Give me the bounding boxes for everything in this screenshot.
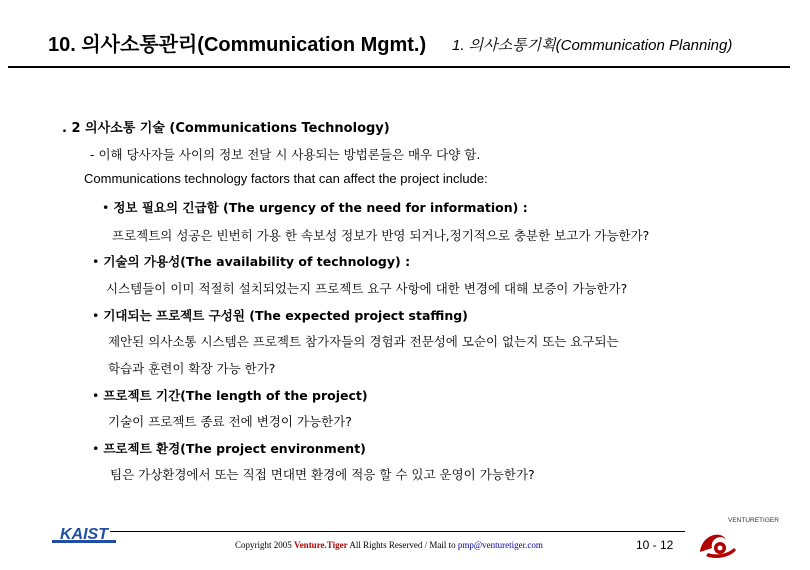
- item-label: 정보 필요의 긴급함 (The urgency of the need for information) :: [113, 200, 528, 215]
- kaist-logo-text: KAIST: [60, 526, 108, 543]
- list-item: [92, 252, 410, 270]
- page-title: 10. 의사소통관리(Communication Mgmt.): [48, 34, 427, 56]
- list-item: [92, 439, 366, 457]
- bullet-mark: •: [92, 388, 100, 403]
- bullet-mark: •: [92, 441, 100, 456]
- item-detail: 기술이 프로젝트 종료 전에 변경이 가능한가?: [108, 414, 352, 429]
- item-detail: 제안된 의사소통 시스템은 프로젝트 참가자들의 경험과 전문성에 모순이 없는지 또는 요구되는: [108, 334, 619, 349]
- item-label: 프로젝트 환경(The project environment): [103, 441, 366, 456]
- list-item: [102, 198, 528, 216]
- kaist-logo: [52, 526, 116, 548]
- intro-line: - 이해 당사자들 사이의 정보 전달 시 사용되는 방법론들은 매우 다양 함.: [90, 147, 481, 162]
- list-item: [92, 306, 468, 324]
- title-divider: [8, 66, 790, 68]
- item-detail: 프로젝트의 성공은 빈번히 가용 한 속보성 정보가 반영 되거나,정기적으로 충분한 보고가 가능한가?: [112, 228, 650, 243]
- list-item: [92, 386, 368, 404]
- item-detail: 시스템들이 이미 적절히 설치되었는지 프로젝트 요구 사항에 대한 변경에 대해 보증이 가능한가?: [106, 281, 628, 296]
- brand-name: Venture.Tiger: [294, 540, 348, 550]
- item-label: 기술의 가용성(The availability of technology) :: [103, 254, 411, 269]
- page-subtitle: 1. 의사소통기획(Communication Planning): [452, 37, 733, 54]
- factors-intro: Communications technology factors that can affect the project include:: [84, 171, 488, 186]
- bullet-mark: •: [92, 254, 100, 269]
- venturetiger-logo: [692, 512, 792, 562]
- bullet-mark: •: [102, 200, 110, 215]
- item-label: 기대되는 프로젝트 구성원 (The expected project staffing): [103, 308, 468, 323]
- section-heading: . 2 의사소통 기술 (Communications Technology): [62, 121, 390, 136]
- page-number: 10 - 12: [636, 538, 674, 552]
- contact-email[interactable]: pmp@venturetiger.com: [457, 540, 543, 550]
- item-label: 프로젝트 기간(The length of the project): [103, 388, 368, 403]
- copyright-notice: [235, 540, 543, 550]
- copyright-prefix: Copyright 2005: [235, 540, 295, 550]
- item-detail: 팀은 가상환경에서 또는 직접 면대면 환경에 적응 할 수 있고 운영이 가능한가?: [110, 467, 535, 482]
- copyright-middle: All Rights Reserved / Mail to: [347, 540, 458, 550]
- venturetiger-logo-text: VENTURETIGER: [728, 517, 779, 524]
- item-detail: 학습과 훈련이 확장 가능 한가?: [108, 361, 276, 376]
- bullet-mark: •: [92, 308, 100, 323]
- footer-divider: [110, 531, 685, 532]
